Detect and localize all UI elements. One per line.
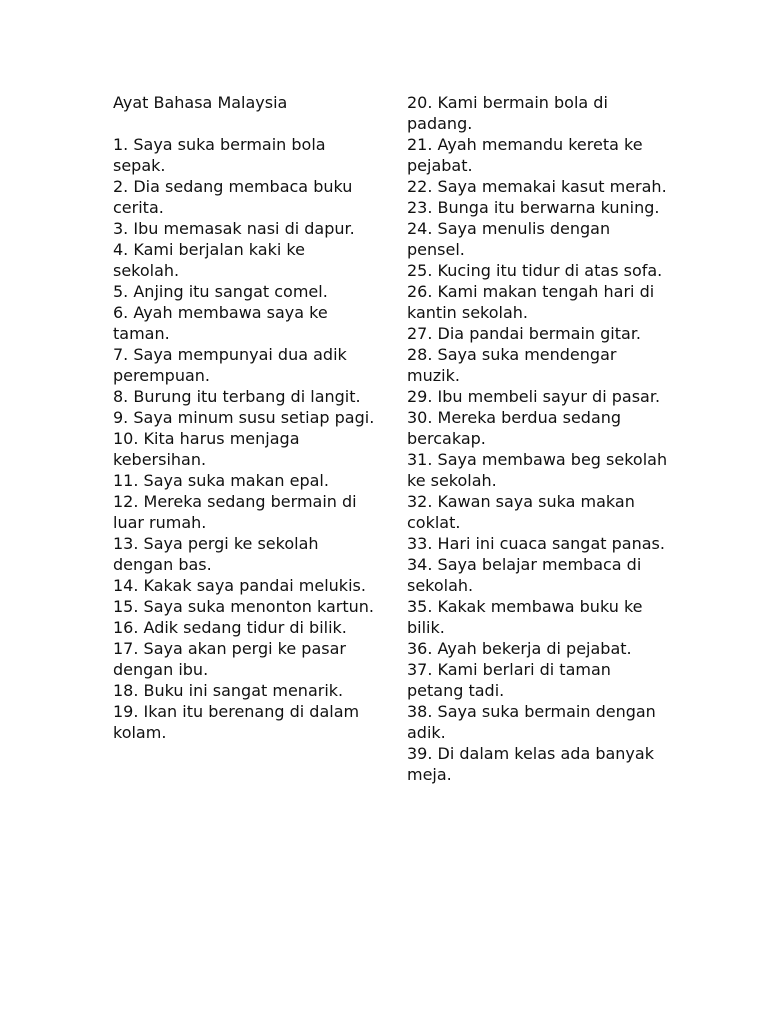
sentence-item: 19. Ikan itu berenang di dalam kolam. xyxy=(113,702,360,742)
sentence-item: 9. Saya minum susu setiap pagi. xyxy=(113,408,375,427)
sentence-item: 31. Saya membawa beg sekolah ke sekolah. xyxy=(407,450,668,490)
sentence-item: 21. Ayah memandu kereta ke pejabat. xyxy=(407,135,643,175)
sentence-item: 7. Saya mempunyai dua adik perempuan. xyxy=(113,345,347,385)
sentence-item: 37. Kami berlari di taman petang tadi. xyxy=(407,660,611,700)
sentence-item: 3. Ibu memasak nasi di dapur. xyxy=(113,219,355,238)
sentence-item: 27. Dia pandai bermain gitar. xyxy=(407,324,642,343)
sentence-item: 6. Ayah membawa saya ke taman. xyxy=(113,303,328,343)
sentence-item: 11. Saya suka makan epal. xyxy=(113,471,329,490)
sentence-item: 8. Burung itu terbang di langit. xyxy=(113,387,361,406)
sentence-item: 30. Mereka berdua sedang bercakap. xyxy=(407,408,622,448)
sentence-item: 24. Saya menulis dengan pensel. xyxy=(407,219,611,259)
sentence-item: 36. Ayah bekerja di pejabat. xyxy=(407,639,632,658)
sentence-item: 34. Saya belajar membaca di sekolah. xyxy=(407,555,642,595)
sentence-item: 14. Kakak saya pandai melukis. xyxy=(113,576,366,595)
sentence-item: 33. Hari ini cuaca sangat panas. xyxy=(407,534,665,553)
sentence-list-left xyxy=(113,134,375,743)
sentence-item: 28. Saya suka mendengar muzik. xyxy=(407,345,617,385)
sentence-item: 20. Kami bermain bola di padang. xyxy=(407,93,608,133)
sentence-item: 2. Dia sedang membaca buku cerita. xyxy=(113,177,353,217)
left-column xyxy=(113,92,375,743)
sentence-item: 32. Kawan saya suka makan coklat. xyxy=(407,492,635,532)
sentence-item: 5. Anjing itu sangat comel. xyxy=(113,282,328,301)
sentence-item: 22. Saya memakai kasut merah. xyxy=(407,177,667,196)
document-title: Ayat Bahasa Malaysia xyxy=(113,93,288,112)
sentence-item: 26. Kami makan tengah hari di kantin sekolah. xyxy=(407,282,655,322)
sentence-item: 17. Saya akan pergi ke pasar dengan ibu. xyxy=(113,639,346,679)
sentence-item: 15. Saya suka menonton kartun. xyxy=(113,597,374,616)
sentence-item: 1. Saya suka bermain bola sepak. xyxy=(113,135,326,175)
sentence-item: 18. Buku ini sangat menarik. xyxy=(113,681,344,700)
sentence-list-right xyxy=(407,92,669,785)
sentence-item: 29. Ibu membeli sayur di pasar. xyxy=(407,387,661,406)
sentence-item: 25. Kucing itu tidur di atas sofa. xyxy=(407,261,663,280)
right-column xyxy=(407,92,669,785)
sentence-item: 4. Kami berjalan kaki ke sekolah. xyxy=(113,240,305,280)
sentence-item: 10. Kita harus menjaga kebersihan. xyxy=(113,429,300,469)
sentence-item: 12. Mereka sedang bermain di luar rumah. xyxy=(113,492,357,532)
sentence-item: 13. Saya pergi ke sekolah dengan bas. xyxy=(113,534,319,574)
sentence-item: 16. Adik sedang tidur di bilik. xyxy=(113,618,347,637)
sentence-item: 39. Di dalam kelas ada banyak meja. xyxy=(407,744,654,784)
sentence-item: 35. Kakak membawa buku ke bilik. xyxy=(407,597,643,637)
sentence-item: 23. Bunga itu berwarna kuning. xyxy=(407,198,660,217)
sentence-item: 38. Saya suka bermain dengan adik. xyxy=(407,702,656,742)
